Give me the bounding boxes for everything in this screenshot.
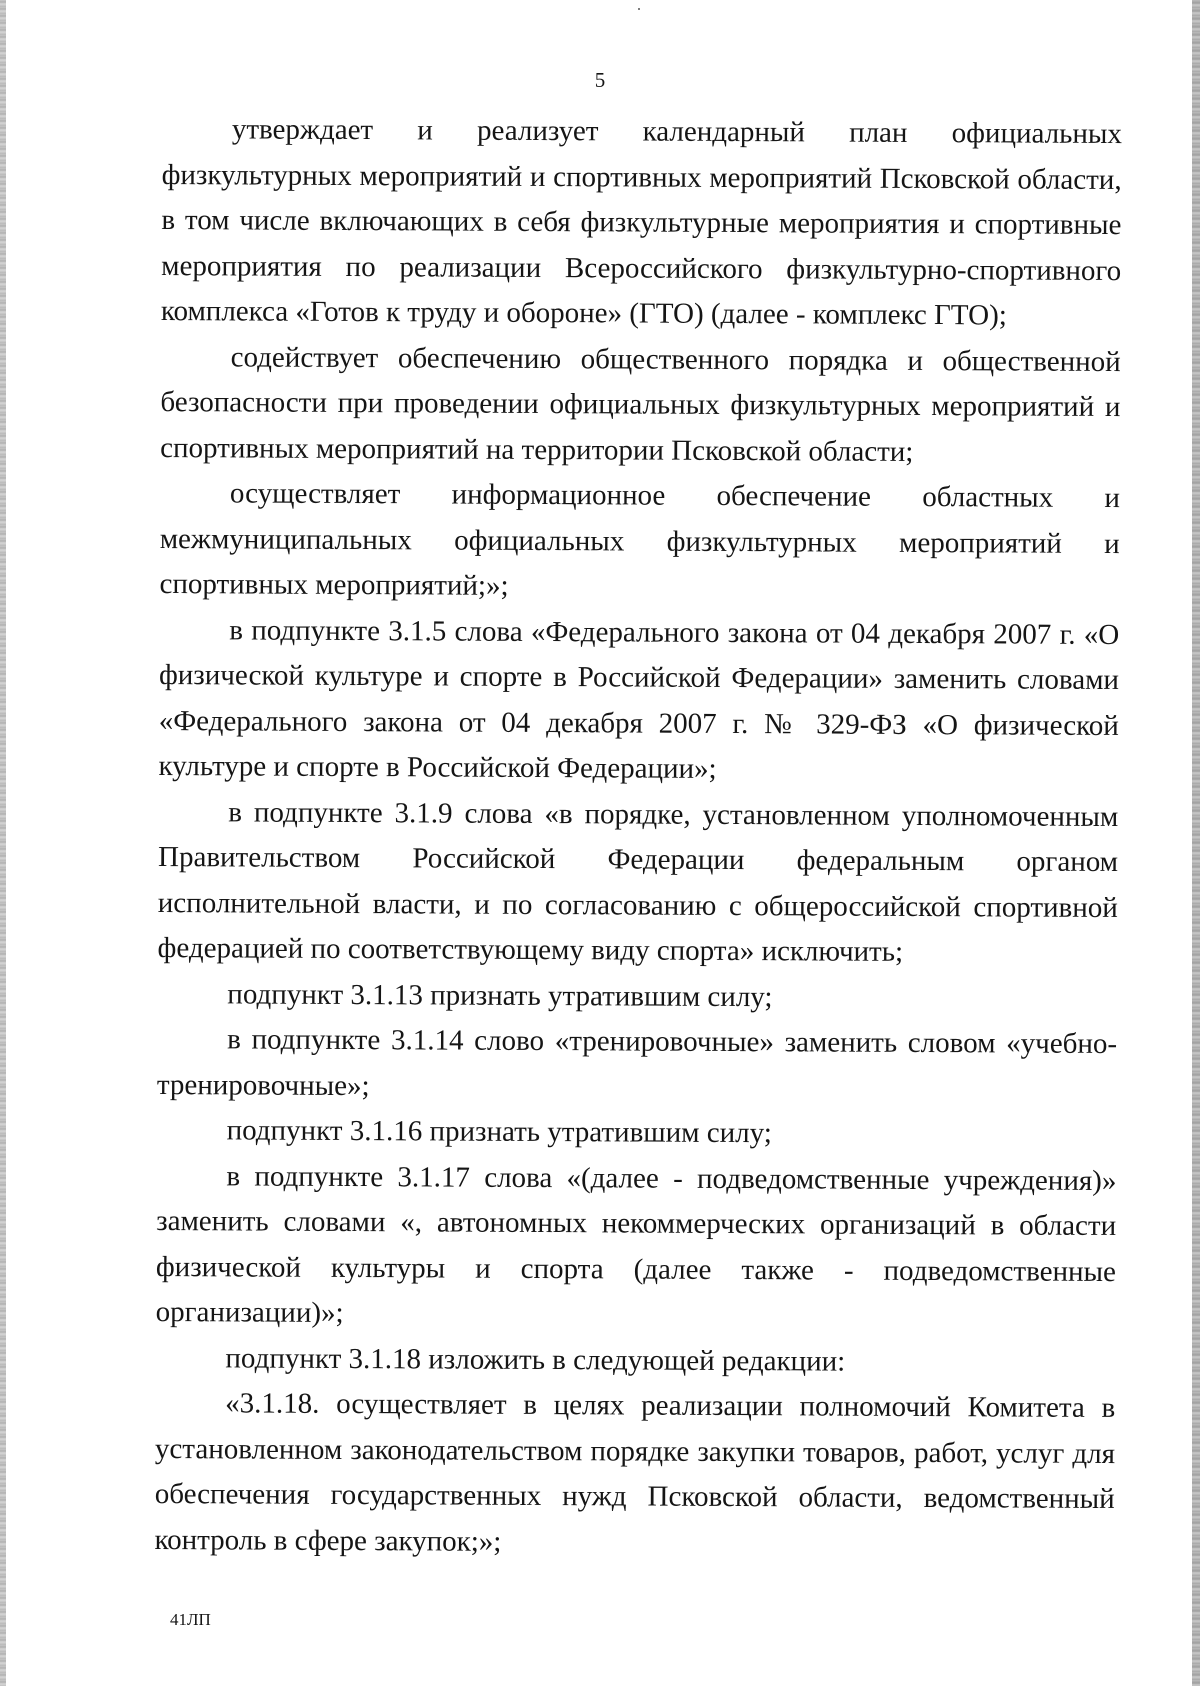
paragraph-gto-calendar: утверждает и реализует календарный план официальных физкультурных мероприятий и спортивных мероприятий Псковской области, в том числе включающих в себя физкультурные мероприятия и спортивные мероприятия по реализации Всероссийского физкультурно-спортивного комплекса «Готов к труду и обороне» (ГТО) (далее - комплекс ГТО);	[160, 113, 1122, 332]
paragraph-subpoint-3-1-5: в подпункте 3.1.5 слова «Федерального закона от 04 декабря 2007 г. «О физической культуре и спорте в Российской Федерации» заменить словами «Федерального закона от 04 декабря 2007 г. № 329-ФЗ «О физической культуре и спорте в Российской Федерации»;	[158, 613, 1120, 785]
paragraph-subpoint-3-1-14: в подпункте 3.1.14 слово «тренировочные» заменить словом «учебно-тренировочные»;	[156, 1023, 1118, 1102]
paragraph-subpoint-3-1-17: в подпункте 3.1.17 слова «(далее - подведомственные учреждения)» заменить словами «, автономных некоммерческих организаций в области физической культуры и спорта (далее также - подведомственные организации)»;	[155, 1159, 1117, 1329]
paragraph-subpoint-3-1-13: подпункт 3.1.13 признать утратившим силу;	[227, 977, 773, 1013]
paragraph-information-support: осуществляет информационное обеспечение областных и межмуниципальных официальных физкультурных мероприятий и спортивных мероприятий;»;	[159, 477, 1121, 602]
paragraph-subpoint-3-1-18-text: «3.1.18. осуществляет в целях реализации полномочий Комитета в установленном законодательством порядке закупки товаров, работ, услуг для обеспечения государственных нужд Псковской области, ведомственный контроль в сфере закупок;»;	[154, 1387, 1116, 1558]
paragraph-subpoint-3-1-16: подпункт 3.1.16 признать утратившим силу;	[226, 1114, 772, 1150]
paragraph-subpoint-3-1-9: в подпункте 3.1.9 слова «в порядке, установленном уполномоченным Правительством Российской Федерации федеральным органом исполнительной власти, и по согласованию с общероссийской спортивной федерацией по соответствующему виду спорта» исключить;	[157, 795, 1119, 968]
page-number: 5	[594, 68, 606, 92]
footer-document-code: 41ЛП	[170, 1610, 211, 1629]
document-body	[154, 107, 1122, 1568]
paragraph-public-order: содействует обеспечению общественного порядка и общественной безопасности при проведении официальных физкультурных мероприятий и спортивных мероприятий на территории Псковской области;	[160, 340, 1121, 468]
paragraph-subpoint-3-1-18-intro: подпункт 3.1.18 изложить в следующей редакции:	[225, 1341, 846, 1378]
scan-speck	[638, 8, 640, 10]
scan-edge-left	[0, 0, 6, 1686]
scan-edge-right	[1192, 0, 1200, 1686]
